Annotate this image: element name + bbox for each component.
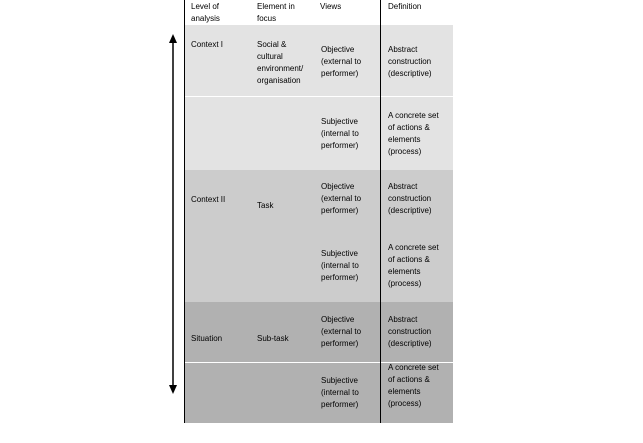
subjective-view-cell: Subjective (internal to performer) xyxy=(321,249,359,282)
objective-definition-cell: Abstract construction (descriptive) xyxy=(388,315,432,348)
objective-view-cell: Objective (external to performer) xyxy=(321,182,362,215)
objective-definition-cell: Abstract construction (descriptive) xyxy=(388,45,432,78)
separator-context-1 xyxy=(185,96,453,97)
objective-definition-cell: Abstract construction (descriptive) xyxy=(388,182,432,215)
level-arrow-icon xyxy=(166,34,180,394)
row-level-label: Context II xyxy=(191,195,226,204)
subjective-definition-cell: A concrete set of actions & elements (process) xyxy=(388,243,439,288)
header-views: Views xyxy=(320,2,342,11)
row-level-label: Situation xyxy=(191,334,223,343)
row-level-label: Context I xyxy=(191,40,224,49)
subjective-view-cell: Subjective (internal to performer) xyxy=(321,117,359,150)
header-element-in-focus: Element in focus xyxy=(257,2,295,23)
subjective-definition-cell: A concrete set of actions & elements (process) xyxy=(388,111,439,156)
subjective-definition-cell: A concrete set of actions & elements (process) xyxy=(388,363,439,408)
objective-view-cell: Objective (external to performer) xyxy=(321,45,362,78)
row-element-label: Sub-task xyxy=(257,334,289,343)
table-left-rule xyxy=(184,0,185,423)
row-element-label: Social & cultural environment/ organisation xyxy=(257,40,304,85)
objective-view-cell: Objective (external to performer) xyxy=(321,315,362,348)
header-level-of-analysis: Level of analysis xyxy=(191,2,220,23)
header-definition: Definition xyxy=(388,2,422,11)
definition-column-rule xyxy=(380,0,381,423)
row-element-label: Task xyxy=(257,201,274,210)
subjective-view-cell: Subjective (internal to performer) xyxy=(321,376,359,409)
